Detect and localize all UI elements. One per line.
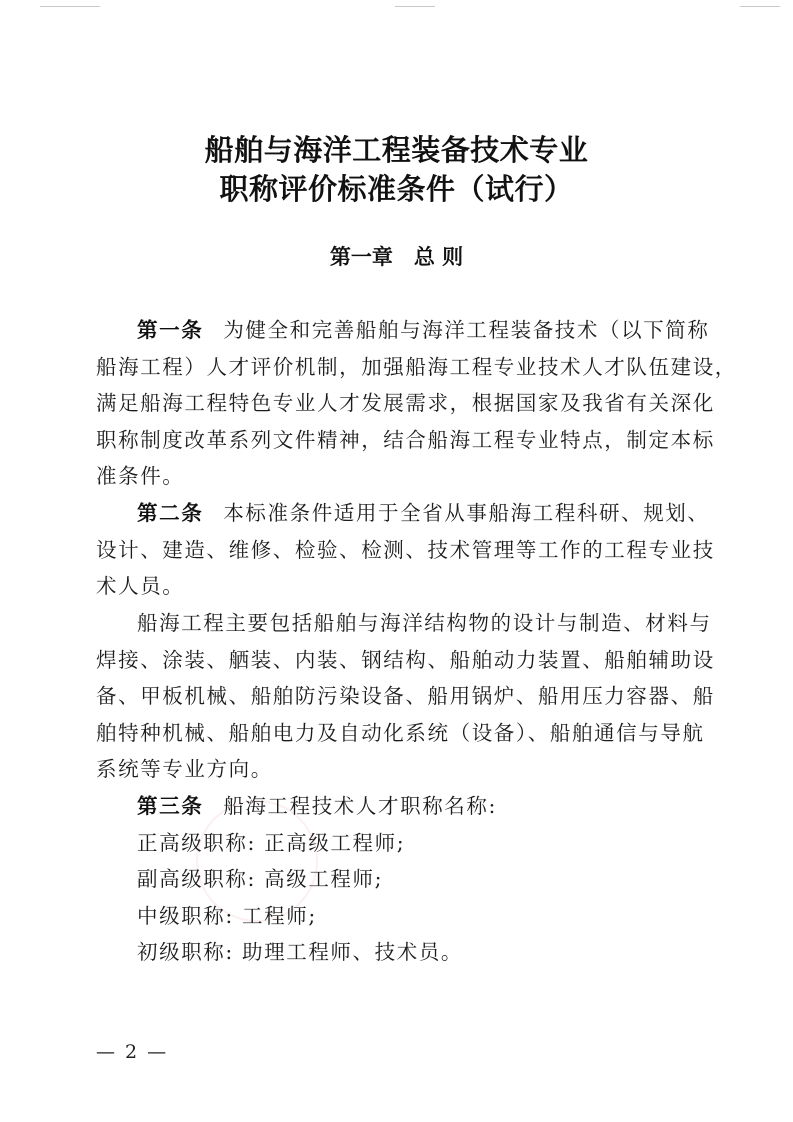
article-1: [96, 312, 737, 495]
chapter-label: 第一章: [329, 244, 393, 269]
article-1-line: 职称制度改革系列文件精神，结合船海工程专业特点，制定本标: [96, 427, 715, 452]
title-level-item: 中级职称: 工程师;: [137, 903, 317, 928]
article-number: 第一条: [137, 318, 204, 342]
article-1-line: 船海工程）人才评价机制，加强船海工程专业技术人才队伍建设，: [96, 354, 737, 379]
article-2-line: 设计、建造、维修、检验、检测、技术管理等工作的工程专业技: [96, 537, 715, 562]
scope-line: 船海工程主要包括船舶与海洋结构物的设计与制造、材料与: [137, 611, 712, 635]
chapter-heading: [0, 241, 793, 271]
scan-artifact: [40, 6, 100, 7]
article-3: [96, 788, 708, 971]
article-1-line: 第一条 为健全和完善船舶与海洋工程装备技术（以下简称: [137, 318, 710, 342]
scope-line: 舶特种机械、船舶电力及自动化系统（设备）、船舶通信与导航: [96, 720, 705, 745]
scope-line: 焊接、涂装、舾装、内装、钢结构、船舶动力装置、船舶辅助设: [96, 647, 715, 672]
scan-artifact: [740, 6, 780, 7]
article-number: 第二条: [137, 501, 204, 525]
article-1-line: 满足船海工程特色专业人才发展需求，根据国家及我省有关深化: [96, 391, 715, 416]
scan-artifact: [395, 6, 435, 7]
chapter-title: 总 则: [413, 244, 464, 269]
article-3-line: 第三条 船海工程技术人才职称名称:: [137, 794, 498, 818]
article-2-line: 术人员。: [96, 574, 185, 599]
document-title-line2: 职称评价标准条件（试行）: [219, 172, 574, 206]
scope-line: 系统等专业方向。: [96, 757, 273, 782]
title-level-item: 正高级职称: 正高级工程师;: [137, 830, 406, 855]
article-1-line: 准条件。: [96, 464, 185, 489]
page-number: — 2 —: [96, 1041, 169, 1063]
article-number: 第三条: [137, 794, 204, 818]
title-level-item: 初级职称: 助理工程师、技术员。: [137, 940, 464, 965]
article-2: [96, 495, 715, 605]
scope-paragraph: [96, 605, 715, 788]
scope-line: 备、甲板机械、船舶防污染设备、船用锅炉、船用压力容器、船: [96, 684, 715, 709]
title-level-item: 副高级职称: 高级工程师;: [137, 867, 384, 892]
article-2-line: 第二条 本标准条件适用于全省从事船海工程科研、规划、: [137, 501, 710, 525]
document-title-line1: 船舶与海洋工程装备技术专业: [204, 133, 589, 167]
